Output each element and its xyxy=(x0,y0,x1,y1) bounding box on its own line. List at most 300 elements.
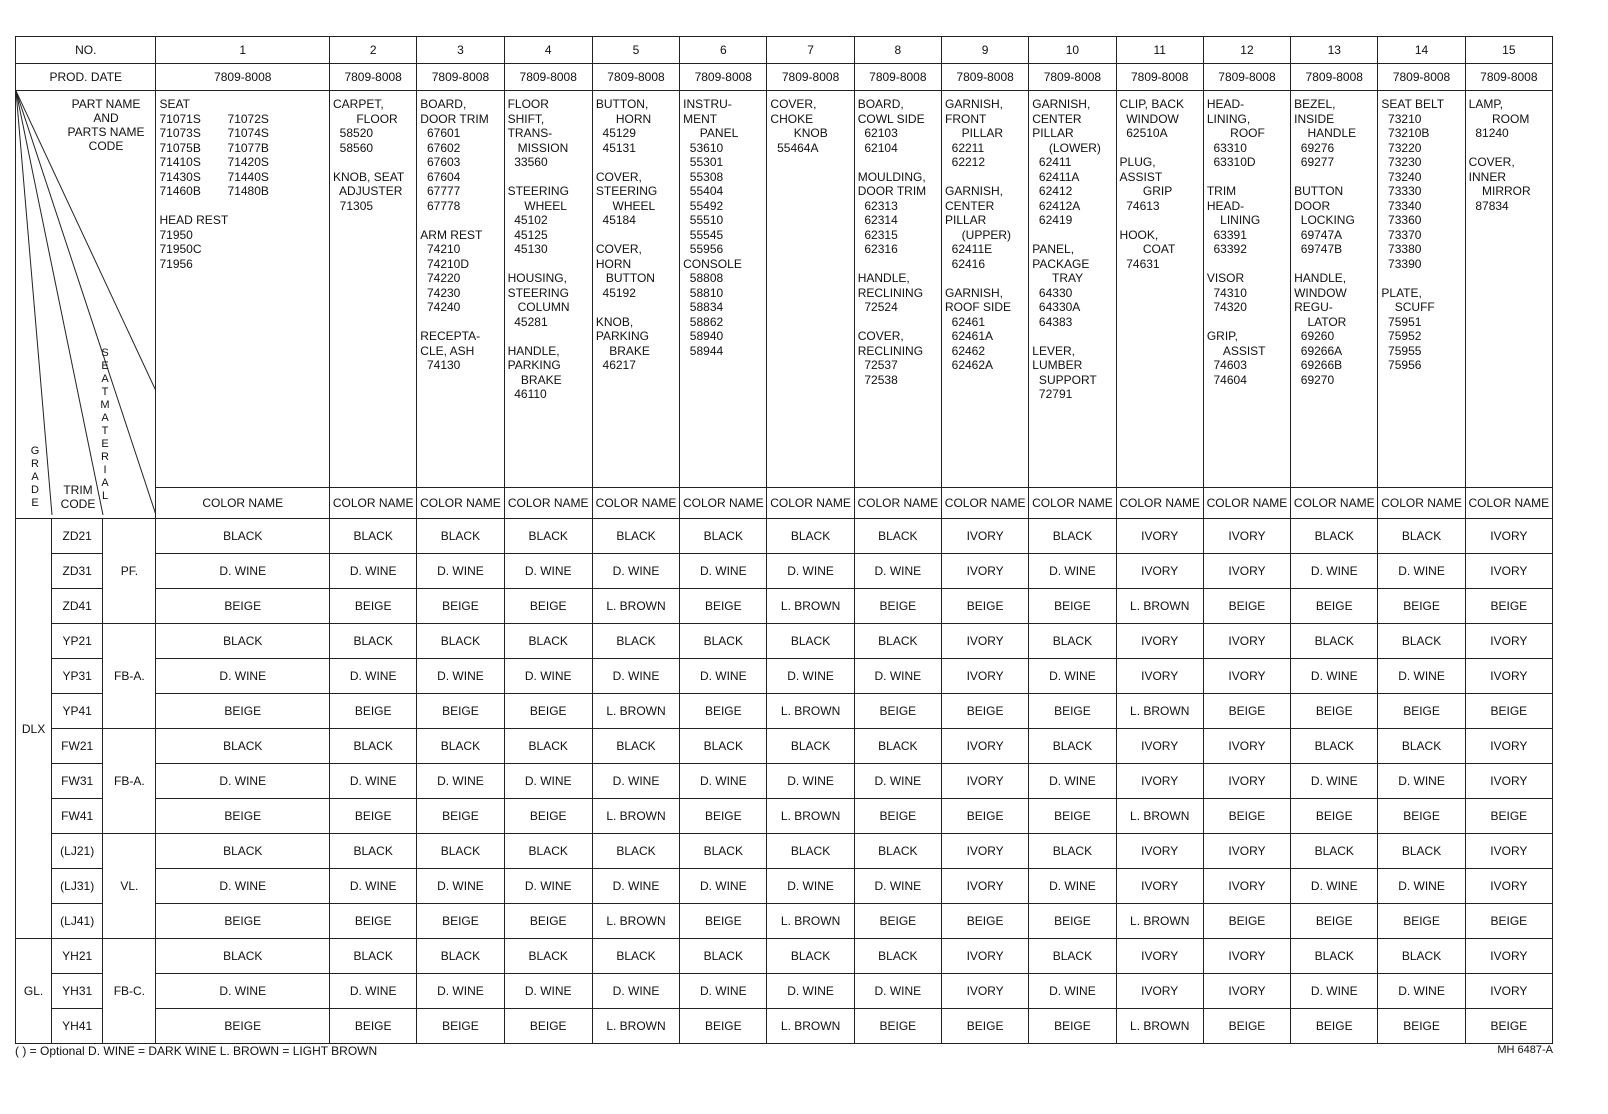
part-line: 74220 xyxy=(420,271,461,285)
color-cell: BLACK xyxy=(330,834,417,869)
color-cell: IVORY xyxy=(1203,764,1290,799)
part-line xyxy=(1469,141,1550,156)
color-cell: BEIGE xyxy=(417,589,504,624)
part-line xyxy=(420,213,501,228)
color-cell: IVORY xyxy=(1116,554,1203,589)
part-line: HOUSING, xyxy=(507,271,567,285)
part-line: PARKING xyxy=(595,329,649,343)
part-line: 58560 xyxy=(333,140,374,155)
part-line: 45281 xyxy=(507,314,548,329)
color-cell: D. WINE xyxy=(417,974,504,1009)
color-cell: D. WINE xyxy=(156,659,330,694)
color-cell: D. WINE xyxy=(330,974,417,1009)
part-line: HOOK, xyxy=(1119,227,1159,242)
color-cell: BEIGE xyxy=(1291,1009,1378,1044)
part-line: 58810 xyxy=(683,285,724,300)
color-cell: BEIGE xyxy=(1465,694,1552,729)
part-line: 64330 xyxy=(1032,285,1073,300)
color-cell: BEIGE xyxy=(504,904,592,939)
part-line: MOULDING, xyxy=(857,169,926,184)
color-cell: BEIGE xyxy=(156,799,330,834)
color-cell: BEIGE xyxy=(1378,799,1465,834)
color-cell: BEIGE xyxy=(1378,1009,1465,1044)
part-line: 69260 xyxy=(1294,329,1335,343)
color-cell: IVORY xyxy=(941,939,1028,974)
part-line: 62461A xyxy=(944,329,994,343)
part-line: COAT xyxy=(1119,242,1176,256)
color-cell: BLACK xyxy=(1029,519,1116,554)
header-corner-cell xyxy=(16,91,156,519)
part-line: 55545 xyxy=(683,227,724,242)
part-line: GARNISH, xyxy=(944,184,1003,198)
color-cell: BEIGE xyxy=(1378,589,1465,624)
part-line: TRANS- xyxy=(507,126,553,140)
color-cell: D. WINE xyxy=(1291,659,1378,694)
color-name-header: COLOR NAME xyxy=(1378,488,1465,519)
part-names-list xyxy=(1465,91,1552,488)
color-cell: BLACK xyxy=(504,834,592,869)
part-line: 71956 xyxy=(159,256,193,271)
production-date: 7809-8008 xyxy=(854,64,941,91)
color-cell: BEIGE xyxy=(156,1009,330,1044)
color-cell: IVORY xyxy=(1465,519,1552,554)
color-cell: BLACK xyxy=(767,624,854,659)
part-line: 75955 xyxy=(1381,343,1422,358)
part-line: 64383 xyxy=(1032,314,1073,329)
color-cell: D. WINE xyxy=(592,764,679,799)
color-cell: D. WINE xyxy=(767,869,854,904)
color-cell: BEIGE xyxy=(1465,799,1552,834)
part-line: HORN xyxy=(595,111,652,126)
prod-date-label: PROD. DATE xyxy=(16,64,156,91)
part-line: 71950C xyxy=(159,242,202,256)
part-line: PLATE, xyxy=(1381,285,1422,300)
color-cell: IVORY xyxy=(941,554,1028,589)
part-line: 58520 xyxy=(333,126,374,140)
part-names-list xyxy=(767,91,854,488)
part-line: ASSIST xyxy=(1119,169,1163,184)
part-line xyxy=(1120,213,1201,228)
color-name-header: COLOR NAME xyxy=(156,488,330,519)
color-cell: BEIGE xyxy=(941,694,1028,729)
part-line xyxy=(596,155,677,170)
part-line: SEAT BELT xyxy=(1381,97,1445,111)
color-cell: BEIGE xyxy=(504,589,592,624)
part-line: PILLAR xyxy=(944,213,987,227)
color-cell: L. BROWN xyxy=(767,589,854,624)
color-cell: D. WINE xyxy=(417,554,504,589)
color-cell: BLACK xyxy=(330,729,417,764)
part-line: 71410S 71420S xyxy=(159,155,269,169)
part-line: LINING xyxy=(1206,213,1261,227)
part-line: SHIFT, xyxy=(507,111,545,126)
color-cell: BEIGE xyxy=(504,694,592,729)
production-date: 7809-8008 xyxy=(1116,64,1203,91)
color-cell: IVORY xyxy=(1465,764,1552,799)
part-names-list xyxy=(330,91,417,488)
part-line: 74310 xyxy=(1206,285,1247,300)
part-line: CHOKE xyxy=(770,111,814,126)
color-cell: D. WINE xyxy=(680,659,767,694)
part-line: 75956 xyxy=(1381,358,1422,372)
part-line: 62412 xyxy=(1032,184,1073,198)
part-line: 72524 xyxy=(857,300,898,314)
color-cell: D. WINE xyxy=(592,659,679,694)
color-cell: D. WINE xyxy=(330,764,417,799)
color-cell: BEIGE xyxy=(1291,589,1378,624)
part-names-list xyxy=(1291,91,1378,488)
color-cell: IVORY xyxy=(1203,834,1290,869)
part-line: 73210B xyxy=(1381,126,1430,140)
color-cell: BEIGE xyxy=(680,1009,767,1044)
seat-material: PF. xyxy=(103,519,156,624)
part-line: 69747A xyxy=(1294,227,1343,242)
production-date: 7809-8008 xyxy=(1203,64,1290,91)
color-cell: BLACK xyxy=(1291,729,1378,764)
part-line: WHEEL xyxy=(507,198,567,213)
color-cell: BLACK xyxy=(1378,939,1465,974)
color-cell: BEIGE xyxy=(417,1009,504,1044)
color-cell: D. WINE xyxy=(1378,974,1465,1009)
color-cell: D. WINE xyxy=(417,764,504,799)
part-line: PILLAR xyxy=(1032,126,1074,140)
grade-label: G R A D E xyxy=(30,445,40,509)
part-line: 73380 xyxy=(1381,242,1422,256)
trim-code-label: TRIM CODE xyxy=(60,483,96,511)
color-cell: D. WINE xyxy=(504,554,592,589)
part-names-list xyxy=(1378,91,1465,488)
color-cell: BLACK xyxy=(156,729,330,764)
color-cell: BLACK xyxy=(504,519,592,554)
color-cell: BEIGE xyxy=(417,694,504,729)
part-line: TRAY xyxy=(1032,271,1084,285)
trim-code: YP41 xyxy=(52,694,103,729)
part-line xyxy=(159,199,327,214)
production-date: 7809-8008 xyxy=(680,64,767,91)
part-line: BUTTON xyxy=(1294,184,1344,198)
part-line: 62104 xyxy=(857,140,898,155)
production-date: 7809-8008 xyxy=(767,64,854,91)
part-line: WHEEL xyxy=(595,198,656,213)
color-cell: D. WINE xyxy=(854,764,941,799)
part-line: 33560 xyxy=(507,155,548,169)
color-cell: BEIGE xyxy=(330,589,417,624)
part-line: INSTRU- xyxy=(683,97,732,111)
part-line: ASSIST xyxy=(1206,343,1266,358)
part-line: 53610 xyxy=(683,140,724,155)
color-cell: IVORY xyxy=(1116,764,1203,799)
part-line: 45130 xyxy=(507,242,548,256)
production-date: 7809-8008 xyxy=(1465,64,1552,91)
color-cell: IVORY xyxy=(1116,729,1203,764)
production-date: 7809-8008 xyxy=(156,64,330,91)
part-line xyxy=(596,300,677,315)
color-cell: BEIGE xyxy=(941,1009,1028,1044)
color-cell: D. WINE xyxy=(680,554,767,589)
part-line: COWL SIDE xyxy=(857,111,925,126)
color-cell: BEIGE xyxy=(1029,799,1116,834)
trim-code: YH21 xyxy=(52,939,103,974)
color-cell: L. BROWN xyxy=(767,799,854,834)
trim-code: (LJ41) xyxy=(52,904,103,939)
color-cell: BEIGE xyxy=(1465,904,1552,939)
color-cell: D. WINE xyxy=(767,554,854,589)
part-line: FLOOR xyxy=(333,111,398,126)
color-cell: D. WINE xyxy=(330,869,417,904)
part-line: HEAD- xyxy=(1206,198,1245,213)
part-line: 74631 xyxy=(1119,256,1160,271)
color-cell: BLACK xyxy=(1029,624,1116,659)
color-cell: BEIGE xyxy=(1029,694,1116,729)
part-line: 58944 xyxy=(683,343,724,358)
color-cell: BEIGE xyxy=(1291,904,1378,939)
color-cell: BLACK xyxy=(1378,519,1465,554)
part-line: DOOR TRIM xyxy=(857,184,927,198)
part-line xyxy=(858,155,939,170)
color-cell: IVORY xyxy=(1203,729,1290,764)
part-line xyxy=(508,257,590,272)
part-line: FLOOR xyxy=(507,97,549,111)
color-cell: BLACK xyxy=(1378,729,1465,764)
color-cell: BLACK xyxy=(417,939,504,974)
part-line: 71071S 71072S xyxy=(159,111,269,126)
part-names-list xyxy=(1203,91,1290,488)
color-cell: IVORY xyxy=(941,729,1028,764)
part-line: (UPPER) xyxy=(944,227,1011,242)
color-cell: BLACK xyxy=(854,834,941,869)
part-line: HANDLE xyxy=(1294,126,1357,140)
part-line: 63391 xyxy=(1206,227,1247,242)
color-cell: BEIGE xyxy=(854,1009,941,1044)
color-cell: IVORY xyxy=(1203,939,1290,974)
part-line: 58834 xyxy=(683,300,724,314)
color-name-header: COLOR NAME xyxy=(854,488,941,519)
part-line: COVER, xyxy=(857,329,904,343)
color-cell: BLACK xyxy=(1291,624,1378,659)
color-cell: BEIGE xyxy=(156,589,330,624)
part-line: HEAD REST xyxy=(159,213,229,227)
part-line: ARM REST xyxy=(420,227,483,242)
part-name-label: PART NAME AND PARTS NAME CODE xyxy=(67,97,145,153)
color-cell: BLACK xyxy=(854,624,941,659)
color-cell: BLACK xyxy=(156,834,330,869)
color-cell: BEIGE xyxy=(1291,694,1378,729)
part-line: MENT xyxy=(683,111,718,126)
color-cell: L. BROWN xyxy=(767,904,854,939)
color-cell: BLACK xyxy=(417,834,504,869)
part-line: COLUMN xyxy=(507,300,570,314)
part-line: 62316 xyxy=(857,242,898,256)
part-line xyxy=(1294,257,1375,272)
part-line: 45102 xyxy=(507,213,548,227)
column-number: 15 xyxy=(1465,37,1552,64)
color-cell: D. WINE xyxy=(1378,659,1465,694)
color-name-header: COLOR NAME xyxy=(1116,488,1203,519)
column-number: 1 xyxy=(156,37,330,64)
color-cell: BEIGE xyxy=(1378,904,1465,939)
column-number: 5 xyxy=(592,37,679,64)
part-line: 45129 xyxy=(595,126,636,140)
color-cell: BLACK xyxy=(330,939,417,974)
part-line: 45125 xyxy=(507,227,548,242)
part-line xyxy=(1207,315,1288,330)
color-cell: BEIGE xyxy=(1029,1009,1116,1044)
part-line: 67778 xyxy=(420,198,461,213)
color-cell: D. WINE xyxy=(1029,554,1116,589)
column-number: 9 xyxy=(941,37,1028,64)
color-cell: D. WINE xyxy=(504,869,592,904)
part-line: 62314 xyxy=(857,213,898,227)
color-cell: IVORY xyxy=(1465,939,1552,974)
part-line: PANEL xyxy=(683,126,739,140)
color-cell: L. BROWN xyxy=(592,904,679,939)
part-line: 55301 xyxy=(683,155,724,169)
trim-code: YH41 xyxy=(52,1009,103,1044)
color-cell: BLACK xyxy=(504,939,592,974)
part-line xyxy=(1032,329,1113,344)
color-cell: BEIGE xyxy=(330,1009,417,1044)
trim-color-table xyxy=(15,36,1553,1072)
color-cell: BLACK xyxy=(1291,519,1378,554)
part-line: HANDLE, xyxy=(507,343,560,358)
color-cell: L. BROWN xyxy=(592,799,679,834)
part-line xyxy=(1381,271,1462,286)
color-cell: BLACK xyxy=(156,519,330,554)
color-cell: D. WINE xyxy=(504,974,592,1009)
part-line: 74613 xyxy=(1119,198,1160,213)
part-line: 71460B 71480B xyxy=(159,184,269,198)
part-line: 67602 xyxy=(420,140,461,155)
part-line: 63310D xyxy=(1206,155,1256,169)
production-date: 7809-8008 xyxy=(504,64,592,91)
color-cell: D. WINE xyxy=(1029,974,1116,1009)
color-cell: BLACK xyxy=(1378,624,1465,659)
color-cell: BLACK xyxy=(680,729,767,764)
part-line: HANDLE, xyxy=(1294,271,1347,285)
column-number: 14 xyxy=(1378,37,1465,64)
color-cell: BEIGE xyxy=(417,904,504,939)
part-line: ROOM xyxy=(1468,111,1530,126)
part-line: 63392 xyxy=(1206,242,1247,256)
part-line: STEERING xyxy=(507,285,569,300)
part-line: STEERING xyxy=(507,184,569,198)
color-cell: D. WINE xyxy=(417,869,504,904)
color-name-header: COLOR NAME xyxy=(417,488,504,519)
color-cell: IVORY xyxy=(1465,624,1552,659)
part-line: DOOR xyxy=(1294,198,1331,213)
color-cell: BLACK xyxy=(854,729,941,764)
color-cell: D. WINE xyxy=(330,554,417,589)
color-cell: IVORY xyxy=(941,764,1028,799)
color-cell: BLACK xyxy=(854,519,941,554)
part-line xyxy=(508,329,590,344)
part-line: 72791 xyxy=(1032,387,1073,401)
trim-code: ZD31 xyxy=(52,554,103,589)
part-line: SEAT xyxy=(159,97,190,111)
color-cell: IVORY xyxy=(1203,869,1290,904)
color-cell: IVORY xyxy=(1465,659,1552,694)
color-cell: BLACK xyxy=(767,939,854,974)
color-cell: BEIGE xyxy=(1029,904,1116,939)
color-cell: IVORY xyxy=(1203,974,1290,1009)
part-line: LATOR xyxy=(1294,314,1347,329)
part-line: 73360 xyxy=(1381,213,1422,227)
color-cell: IVORY xyxy=(1203,554,1290,589)
color-cell: BEIGE xyxy=(1465,589,1552,624)
part-line: 73370 xyxy=(1381,227,1422,242)
part-line: SUPPORT xyxy=(1032,372,1097,387)
part-line: RECEPTA- xyxy=(420,329,481,343)
color-cell: D. WINE xyxy=(1029,869,1116,904)
color-cell: BEIGE xyxy=(1203,799,1290,834)
color-cell: BEIGE xyxy=(854,904,941,939)
part-line: 71305 xyxy=(333,198,374,213)
color-cell: BEIGE xyxy=(156,694,330,729)
part-line: 58940 xyxy=(683,329,724,343)
color-name-header: COLOR NAME xyxy=(767,488,854,519)
part-line: 62510A xyxy=(1119,126,1168,140)
color-name-header: COLOR NAME xyxy=(504,488,592,519)
part-line: 74230 xyxy=(420,285,461,300)
column-number: 10 xyxy=(1029,37,1116,64)
production-date: 7809-8008 xyxy=(330,64,417,91)
color-cell: BEIGE xyxy=(417,799,504,834)
color-cell: D. WINE xyxy=(1291,869,1378,904)
part-line xyxy=(1207,170,1288,185)
part-names-list xyxy=(156,91,330,488)
color-cell: IVORY xyxy=(1116,939,1203,974)
part-line: WINDOW xyxy=(1119,111,1179,126)
part-line xyxy=(945,170,1026,185)
part-line: CONSOLE xyxy=(683,256,742,271)
production-date: 7809-8008 xyxy=(592,64,679,91)
color-cell: BEIGE xyxy=(1029,589,1116,624)
color-cell: D. WINE xyxy=(504,659,592,694)
part-line: CLIP, BACK xyxy=(1119,97,1185,111)
color-cell: BEIGE xyxy=(680,799,767,834)
color-cell: D. WINE xyxy=(156,764,330,799)
part-line: BUTTON, xyxy=(595,97,649,111)
part-line: 63310 xyxy=(1206,140,1247,155)
color-cell: BEIGE xyxy=(330,799,417,834)
part-line: PARKING xyxy=(507,358,561,372)
part-line: 87834 xyxy=(1468,198,1509,213)
part-line: RECLINING xyxy=(857,285,924,300)
part-line: KNOB, SEAT xyxy=(333,169,405,184)
part-names-list xyxy=(854,91,941,488)
color-cell: D. WINE xyxy=(854,554,941,589)
part-line: 74210 xyxy=(420,242,461,256)
part-names-list xyxy=(592,91,679,488)
part-line: PILLAR xyxy=(944,126,1004,140)
color-cell: BEIGE xyxy=(1378,694,1465,729)
color-cell: BEIGE xyxy=(330,694,417,729)
color-cell: BLACK xyxy=(1291,939,1378,974)
part-line: BEZEL, xyxy=(1294,97,1336,111)
color-cell: D. WINE xyxy=(156,554,330,589)
no-label: NO. xyxy=(16,37,156,64)
color-cell: BEIGE xyxy=(330,904,417,939)
color-cell: BEIGE xyxy=(1203,904,1290,939)
color-cell: BLACK xyxy=(1029,939,1116,974)
part-line: 73340 xyxy=(1381,198,1422,213)
part-line: 55308 xyxy=(683,169,724,184)
part-line: 74130 xyxy=(420,358,461,372)
trim-code: ZD41 xyxy=(52,589,103,624)
part-line: 55464A xyxy=(770,140,819,155)
part-line: 62211 xyxy=(944,140,985,155)
part-line: 69277 xyxy=(1294,155,1335,169)
